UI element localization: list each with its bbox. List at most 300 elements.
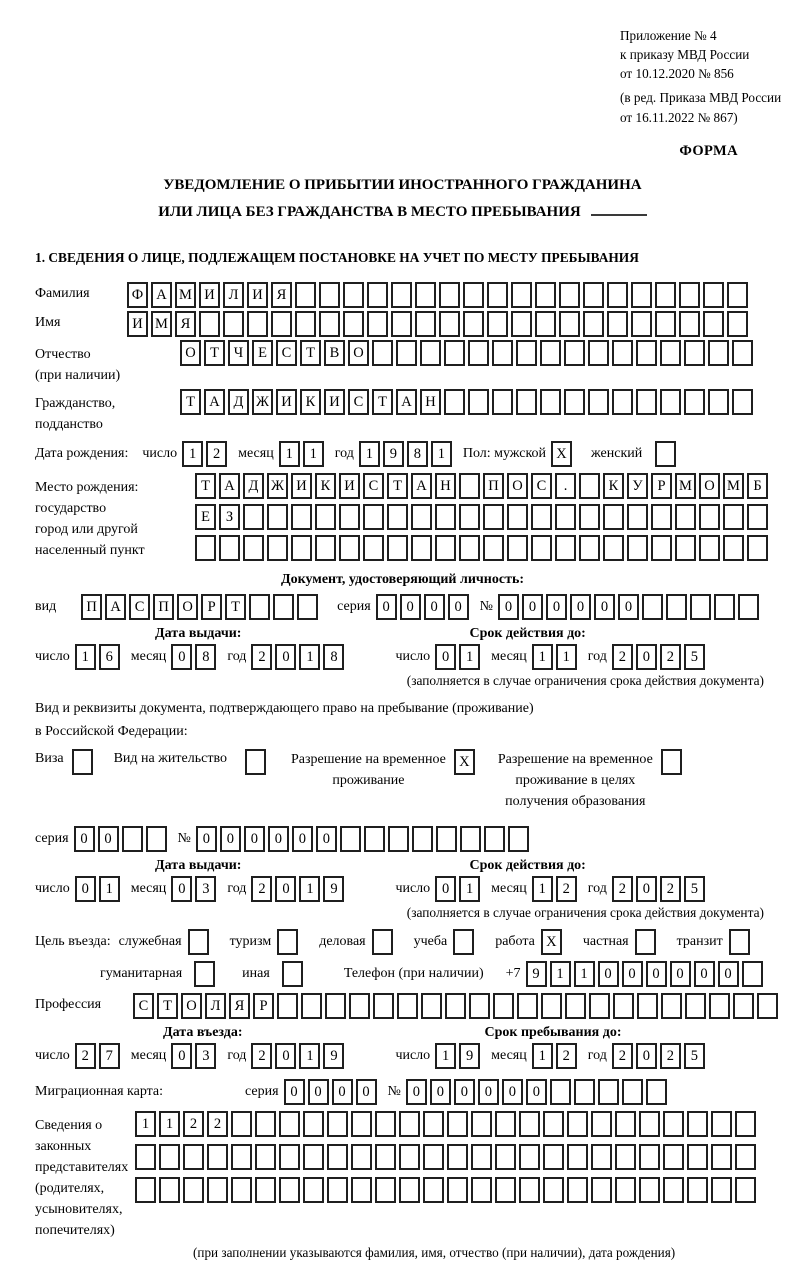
char-box[interactable]: 9 [323,876,344,902]
char-box[interactable] [655,282,676,308]
char-box[interactable] [591,1111,612,1137]
char-box[interactable]: 2 [612,876,633,902]
purpose-humanitarian-checkbox[interactable] [194,961,218,987]
char-box[interactable] [207,1144,228,1170]
char-box[interactable] [412,826,433,852]
char-box[interactable] [714,594,735,620]
char-box[interactable] [579,535,600,561]
char-box[interactable]: Ч [228,340,249,366]
char-box[interactable] [684,389,705,415]
char-box[interactable] [399,1144,420,1170]
char-box[interactable] [631,311,652,337]
profession-boxes[interactable] [133,993,781,1019]
char-box[interactable] [687,1177,708,1203]
purpose-study-checkbox[interactable] [453,929,477,955]
char-box[interactable]: Т [180,389,201,415]
char-box[interactable]: Я [271,282,292,308]
char-box[interactable]: М [175,282,196,308]
char-box[interactable] [267,504,288,530]
char-box[interactable]: 1 [299,1043,320,1069]
char-box[interactable] [72,749,93,775]
purpose-work-checkbox[interactable] [541,929,565,955]
char-box[interactable]: 0 [74,826,95,852]
char-box[interactable] [495,1177,516,1203]
char-box[interactable]: 0 [196,826,217,852]
char-box[interactable] [391,282,412,308]
char-box[interactable] [603,535,624,561]
char-box[interactable]: Р [201,594,222,620]
char-box[interactable] [607,282,628,308]
char-box[interactable]: 0 [478,1079,499,1105]
char-box[interactable] [351,1111,372,1137]
char-box[interactable] [396,340,417,366]
char-box[interactable] [583,282,604,308]
char-box[interactable] [540,340,561,366]
char-box[interactable]: 0 [570,594,591,620]
char-box[interactable] [146,826,167,852]
char-box[interactable] [411,535,432,561]
char-box[interactable]: 1 [359,441,380,467]
char-box[interactable] [267,535,288,561]
residence-permit-checkbox[interactable] [245,749,269,775]
char-box[interactable]: 0 [406,1079,427,1105]
char-box[interactable]: Т [225,594,246,620]
char-box[interactable]: 7 [99,1043,120,1069]
char-box[interactable]: 0 [670,961,691,987]
char-box[interactable] [367,282,388,308]
char-box[interactable] [351,1144,372,1170]
char-box[interactable] [517,993,538,1019]
char-box[interactable]: 0 [546,594,567,620]
char-box[interactable] [420,340,441,366]
char-box[interactable]: К [603,473,624,499]
char-box[interactable] [483,535,504,561]
char-box[interactable]: 5 [684,1043,705,1069]
char-box[interactable]: 2 [612,644,633,670]
char-box[interactable] [543,1177,564,1203]
char-box[interactable]: С [133,993,154,1019]
char-box[interactable]: 1 [574,961,595,987]
patronymic-boxes[interactable] [180,340,756,366]
char-box[interactable] [493,993,514,1019]
representatives-row3-boxes[interactable] [135,1177,759,1203]
char-box[interactable] [363,535,384,561]
entry-month-boxes[interactable] [171,1043,219,1069]
identity-valid-month-boxes[interactable] [532,644,580,670]
char-box[interactable]: А [411,473,432,499]
char-box[interactable] [639,1111,660,1137]
purpose-tourism-checkbox[interactable] [277,929,301,955]
char-box[interactable]: А [151,282,172,308]
char-box[interactable]: 8 [407,441,428,467]
char-box[interactable]: 0 [356,1079,377,1105]
char-box[interactable] [188,929,209,955]
char-box[interactable]: В [324,340,345,366]
char-box[interactable] [159,1177,180,1203]
purpose-other-checkbox[interactable] [282,961,306,987]
char-box[interactable] [271,311,292,337]
char-box[interactable] [291,504,312,530]
char-box[interactable] [223,311,244,337]
char-box[interactable]: 0 [171,876,192,902]
char-box[interactable]: С [348,389,369,415]
char-box[interactable] [423,1111,444,1137]
char-box[interactable]: 1 [135,1111,156,1137]
char-box[interactable] [444,389,465,415]
char-box[interactable] [397,993,418,1019]
char-box[interactable] [732,389,753,415]
char-box[interactable] [699,535,720,561]
char-box[interactable]: 2 [75,1043,96,1069]
char-box[interactable]: 0 [75,876,96,902]
char-box[interactable]: Ф [127,282,148,308]
char-box[interactable] [735,1144,756,1170]
char-box[interactable]: Т [204,340,225,366]
char-box[interactable]: 1 [182,441,203,467]
purpose-transit-checkbox[interactable] [729,929,753,955]
char-box[interactable]: 0 [430,1079,451,1105]
char-box[interactable]: 0 [594,594,615,620]
char-box[interactable] [255,1177,276,1203]
char-box[interactable] [495,1144,516,1170]
char-box[interactable]: 0 [522,594,543,620]
char-box[interactable]: 2 [556,1043,577,1069]
char-box[interactable]: 6 [99,644,120,670]
char-box[interactable]: 0 [498,594,519,620]
char-box[interactable]: 2 [660,644,681,670]
char-box[interactable] [245,749,266,775]
char-box[interactable]: И [247,282,268,308]
char-box[interactable]: 0 [268,826,289,852]
char-box[interactable] [516,389,537,415]
char-box[interactable]: 2 [660,1043,681,1069]
char-box[interactable] [615,1177,636,1203]
char-box[interactable] [295,311,316,337]
migration-series-boxes[interactable] [284,1079,380,1105]
visa-checkbox[interactable] [72,749,96,775]
char-box[interactable] [642,594,663,620]
char-box[interactable] [666,594,687,620]
char-box[interactable]: Д [243,473,264,499]
char-box[interactable] [711,1111,732,1137]
char-box[interactable] [468,340,489,366]
char-box[interactable] [579,504,600,530]
char-box[interactable] [343,311,364,337]
char-box[interactable] [277,993,298,1019]
char-box[interactable]: М [675,473,696,499]
char-box[interactable]: 1 [532,1043,553,1069]
char-box[interactable] [373,993,394,1019]
char-box[interactable]: С [129,594,150,620]
identity-valid-day-boxes[interactable] [435,644,483,670]
char-box[interactable] [757,993,778,1019]
char-box[interactable] [231,1177,252,1203]
char-box[interactable]: И [276,389,297,415]
char-box[interactable]: И [324,389,345,415]
char-box[interactable] [555,504,576,530]
residence-series-boxes[interactable] [74,826,170,852]
char-box[interactable]: 9 [526,961,547,987]
char-box[interactable]: Я [229,993,250,1019]
char-box[interactable]: Т [157,993,178,1019]
char-box[interactable]: 0 [646,961,667,987]
char-box[interactable] [516,340,537,366]
char-box[interactable]: 0 [622,961,643,987]
char-box[interactable] [687,1111,708,1137]
birth-place-row3-boxes[interactable] [195,535,771,561]
char-box[interactable]: 0 [618,594,639,620]
char-box[interactable] [675,535,696,561]
char-box[interactable]: Я [175,311,196,337]
char-box[interactable] [388,826,409,852]
char-box[interactable]: 0 [424,594,445,620]
char-box[interactable]: 1 [556,644,577,670]
char-box[interactable] [325,993,346,1019]
char-box[interactable] [459,473,480,499]
char-box[interactable] [733,993,754,1019]
representatives-row1-boxes[interactable] [135,1111,759,1137]
char-box[interactable]: 0 [332,1079,353,1105]
char-box[interactable]: 2 [206,441,227,467]
char-box[interactable] [301,993,322,1019]
char-box[interactable] [460,826,481,852]
char-box[interactable] [555,535,576,561]
char-box[interactable]: 0 [275,876,296,902]
char-box[interactable]: П [483,473,504,499]
char-box[interactable] [195,535,216,561]
char-box[interactable]: П [81,594,102,620]
char-box[interactable] [453,929,474,955]
char-box[interactable]: О [180,340,201,366]
char-box[interactable] [279,1144,300,1170]
char-box[interactable] [742,961,763,987]
char-box[interactable]: Ж [267,473,288,499]
char-box[interactable] [637,993,658,1019]
char-box[interactable] [459,504,480,530]
char-box[interactable] [469,993,490,1019]
char-box[interactable] [343,282,364,308]
migration-number-boxes[interactable] [406,1079,670,1105]
char-box[interactable] [315,535,336,561]
char-box[interactable] [372,929,393,955]
char-box[interactable] [588,340,609,366]
char-box[interactable] [613,993,634,1019]
residence-number-boxes[interactable] [196,826,532,852]
char-box[interactable] [367,311,388,337]
char-box[interactable] [507,504,528,530]
char-box[interactable]: 0 [526,1079,547,1105]
identity-issue-month-boxes[interactable] [171,644,219,670]
char-box[interactable] [372,340,393,366]
char-box[interactable] [423,1177,444,1203]
char-box[interactable] [747,535,768,561]
char-box[interactable] [723,504,744,530]
char-box[interactable] [135,1177,156,1203]
char-box[interactable] [729,929,750,955]
temp-residence-edu-checkbox[interactable] [661,749,685,775]
char-box[interactable]: С [363,473,384,499]
identity-issue-year-boxes[interactable] [251,644,347,670]
char-box[interactable]: И [291,473,312,499]
char-box[interactable]: Ж [252,389,273,415]
char-box[interactable]: 0 [244,826,265,852]
char-box[interactable] [471,1177,492,1203]
char-box[interactable]: Н [420,389,441,415]
char-box[interactable] [732,340,753,366]
char-box[interactable] [279,1177,300,1203]
char-box[interactable]: К [315,473,336,499]
char-box[interactable]: Т [387,473,408,499]
char-box[interactable] [423,1144,444,1170]
char-box[interactable]: X [551,441,572,467]
char-box[interactable] [636,389,657,415]
char-box[interactable] [255,1144,276,1170]
char-box[interactable] [541,993,562,1019]
char-box[interactable]: 5 [684,876,705,902]
char-box[interactable] [135,1144,156,1170]
char-box[interactable] [612,389,633,415]
char-box[interactable] [339,535,360,561]
doc-kind-boxes[interactable] [81,594,321,620]
char-box[interactable] [243,504,264,530]
citizenship-boxes[interactable] [180,389,756,415]
char-box[interactable] [435,535,456,561]
char-box[interactable] [273,594,294,620]
char-box[interactable]: 1 [159,1111,180,1137]
char-box[interactable] [675,504,696,530]
char-box[interactable]: О [507,473,528,499]
char-box[interactable]: З [219,504,240,530]
char-box[interactable] [399,1177,420,1203]
char-box[interactable]: 0 [376,594,397,620]
char-box[interactable]: 0 [435,644,456,670]
char-box[interactable] [219,535,240,561]
identity-valid-year-boxes[interactable] [612,644,708,670]
char-box[interactable] [690,594,711,620]
char-box[interactable] [663,1177,684,1203]
char-box[interactable] [463,282,484,308]
char-box[interactable]: 2 [660,876,681,902]
char-box[interactable]: О [177,594,198,620]
name-boxes[interactable] [127,311,751,337]
char-box[interactable] [484,826,505,852]
char-box[interactable] [249,594,270,620]
char-box[interactable]: У [627,473,648,499]
char-box[interactable]: 3 [195,876,216,902]
char-box[interactable]: 9 [459,1043,480,1069]
char-box[interactable] [463,311,484,337]
char-box[interactable] [421,993,442,1019]
char-box[interactable]: Р [651,473,672,499]
char-box[interactable] [291,535,312,561]
char-box[interactable] [699,504,720,530]
char-box[interactable] [231,1144,252,1170]
char-box[interactable] [651,504,672,530]
char-box[interactable] [351,1177,372,1203]
char-box[interactable]: 0 [448,594,469,620]
char-box[interactable]: Л [205,993,226,1019]
char-box[interactable] [531,535,552,561]
char-box[interactable] [655,311,676,337]
birth-day-boxes[interactable] [182,441,230,467]
residence-issue-day-boxes[interactable] [75,876,123,902]
char-box[interactable]: 1 [279,441,300,467]
char-box[interactable]: 3 [195,1043,216,1069]
char-box[interactable]: 0 [316,826,337,852]
char-box[interactable]: Л [223,282,244,308]
char-box[interactable]: X [454,749,475,775]
char-box[interactable]: Н [435,473,456,499]
char-box[interactable]: А [219,473,240,499]
char-box[interactable]: 1 [435,1043,456,1069]
char-box[interactable]: 2 [612,1043,633,1069]
char-box[interactable]: О [348,340,369,366]
char-box[interactable] [631,282,652,308]
char-box[interactable] [492,389,513,415]
char-box[interactable] [447,1111,468,1137]
char-box[interactable]: Т [372,389,393,415]
char-box[interactable] [684,340,705,366]
char-box[interactable] [319,282,340,308]
char-box[interactable]: 1 [75,644,96,670]
char-box[interactable] [303,1111,324,1137]
char-box[interactable] [511,282,532,308]
char-box[interactable] [363,504,384,530]
char-box[interactable] [615,1111,636,1137]
char-box[interactable] [487,282,508,308]
char-box[interactable]: Е [195,504,216,530]
char-box[interactable] [243,535,264,561]
char-box[interactable] [297,594,318,620]
char-box[interactable]: 9 [323,1043,344,1069]
char-box[interactable] [122,826,143,852]
char-box[interactable] [508,826,529,852]
char-box[interactable] [207,1177,228,1203]
char-box[interactable] [471,1111,492,1137]
char-box[interactable] [543,1144,564,1170]
birth-month-boxes[interactable] [279,441,327,467]
char-box[interactable]: 0 [275,1043,296,1069]
char-box[interactable]: С [531,473,552,499]
char-box[interactable] [444,340,465,366]
char-box[interactable] [663,1144,684,1170]
char-box[interactable] [646,1079,667,1105]
residence-issue-month-boxes[interactable] [171,876,219,902]
residence-valid-month-boxes[interactable] [532,876,580,902]
char-box[interactable] [199,311,220,337]
char-box[interactable] [415,282,436,308]
char-box[interactable] [255,1111,276,1137]
char-box[interactable]: Т [300,340,321,366]
char-box[interactable] [231,1111,252,1137]
char-box[interactable]: 0 [171,1043,192,1069]
char-box[interactable] [340,826,361,852]
birth-place-row1-boxes[interactable] [195,473,771,499]
char-box[interactable] [603,504,624,530]
char-box[interactable] [375,1144,396,1170]
char-box[interactable]: А [204,389,225,415]
char-box[interactable] [487,311,508,337]
residence-valid-year-boxes[interactable] [612,876,708,902]
char-box[interactable] [660,389,681,415]
entry-year-boxes[interactable] [251,1043,347,1069]
char-box[interactable]: 1 [532,644,553,670]
char-box[interactable]: 0 [598,961,619,987]
char-box[interactable] [708,340,729,366]
char-box[interactable] [591,1144,612,1170]
char-box[interactable] [159,1144,180,1170]
char-box[interactable] [495,1111,516,1137]
